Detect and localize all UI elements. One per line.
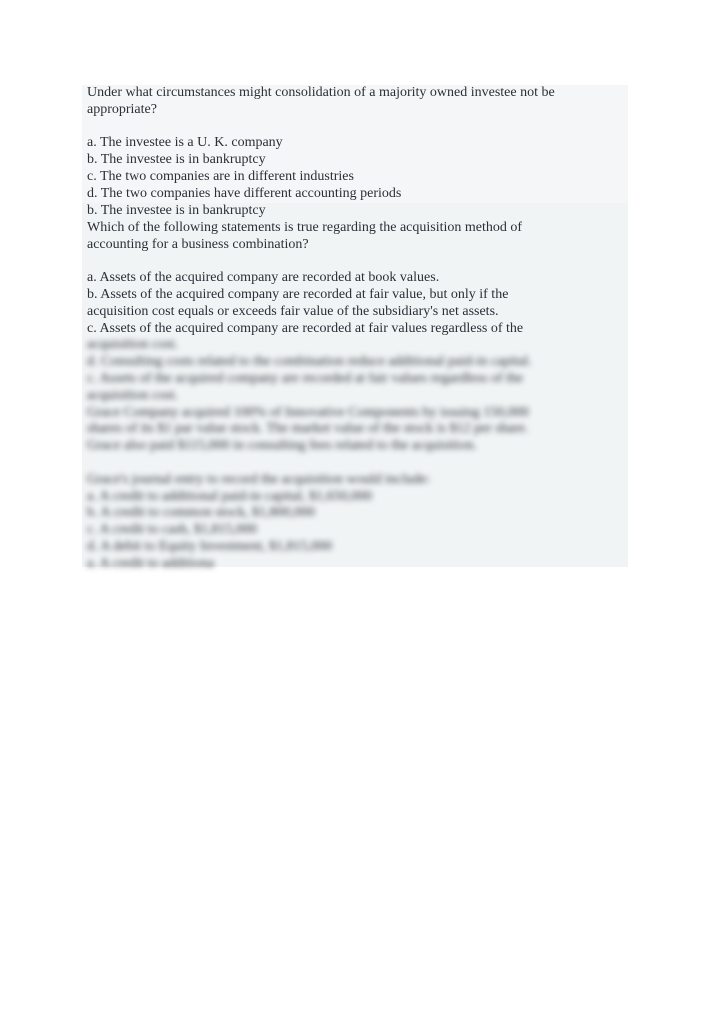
spacer <box>87 253 623 270</box>
blurred-line: c. Assets of the acquired company are recorded at fair values regardless of the <box>87 370 524 386</box>
option-b: b. Assets of the acquired company are recorded at fair value, but only if the <box>87 286 509 302</box>
question-text-line: Which of the following statements is true regarding the acquisition method of <box>87 219 523 235</box>
blurred-line: acquisition cost. <box>87 337 178 353</box>
option-c: c. Assets of the acquired company are recorded at fair values regardless of the <box>87 320 524 336</box>
option-b-continued: acquisition cost equals or exceeds fair value of the subsidiary's net assets. <box>87 303 499 319</box>
blurred-line: b. A credit to common stock, $1,800,000 <box>87 505 315 521</box>
blurred-preview-region <box>87 337 623 572</box>
spacer <box>87 119 623 136</box>
blurred-line: Grace's journal entry to record the acquisition would include: <box>87 471 431 487</box>
blurred-line: a. A credit to additional paid-in capital, $1,650,000 <box>87 488 372 504</box>
option-d: d. The two companies have different accounting periods <box>87 185 402 201</box>
blurred-line: d. A debit to Equity Investment, $1,815,000 <box>87 538 332 554</box>
blurred-line: Grace also paid $115,000 in consulting fees related to the acquisition. <box>87 438 477 454</box>
option-a: a. Assets of the acquired company are recorded at book values. <box>87 270 440 286</box>
blurred-line: a. A credit to additiona <box>87 555 215 571</box>
question-text-line: Under what circumstances might consolidation of a majority owned investee not be <box>87 85 555 100</box>
option-c: c. The two companies are in different industries <box>87 168 354 184</box>
question-text-line: appropriate? <box>87 101 157 117</box>
option-a: a. The investee is a U. K. company <box>87 135 283 151</box>
document-panel <box>82 85 628 571</box>
blurred-line: acquisition cost. <box>87 387 178 403</box>
answer-text: b. The investee is in bankruptcy <box>87 203 266 218</box>
question-text-line: accounting for a business combination? <box>87 236 309 252</box>
question-card-1 <box>82 85 628 203</box>
blurred-line: d. Consulting costs related to the combination reduce additional paid-in capital. <box>87 354 532 370</box>
blurred-line: Grace Company acquired 100% of Innovative Components by issuing 150,000 <box>87 404 529 420</box>
blurred-line: shares of its $1 par value stock. The market value of the stock is $12 per share. <box>87 421 529 437</box>
question-card-2 <box>82 203 628 571</box>
spacer <box>87 455 623 472</box>
blurred-line: c. A credit to cash, $1,815,000 <box>87 522 257 538</box>
option-b: b. The investee is in bankruptcy <box>87 152 266 168</box>
